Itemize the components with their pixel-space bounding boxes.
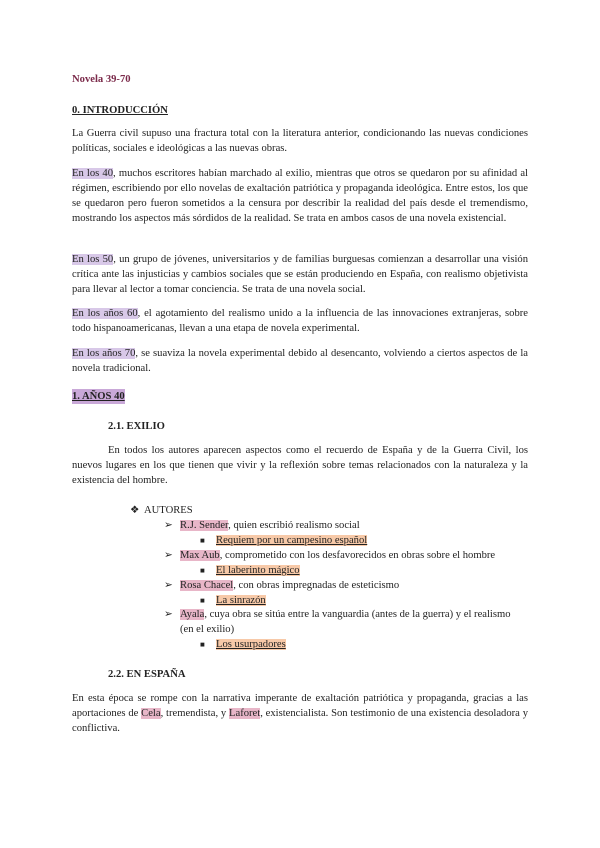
square-bullet-icon: ■ (200, 536, 205, 545)
intro-40s-text: , muchos escritores habían marchado al exilio, mientras que otros se quedaron por su afinidad al régimen, escribiendo por ello novelas de exaltación patriótica y propaganda ideológica. Entre estos, los que se quedaron pero fueron sometidos a la censura por describir la realidad del país desde el tremendismo, mostrando los aspectos más sórdidos de la realidad. Se trata en ambos casos de una novela existencial. (72, 168, 528, 224)
autores-list-header (130, 503, 193, 518)
work-item-requiem (200, 533, 367, 548)
author-item-aub (164, 548, 495, 563)
work-title: Requiem por un campesino español (216, 535, 368, 546)
intro-paragraph-70s (72, 346, 528, 376)
work-title: El laberinto mágico (216, 565, 300, 576)
arrow-bullet-icon: ➢ (164, 580, 173, 591)
work-title: Los usurpadores (216, 639, 286, 650)
author-name: R.J. Sender (180, 520, 229, 531)
highlight-50s: En los 50 (72, 254, 114, 265)
document-title: Novela 39-70 (72, 74, 131, 85)
highlight-70s: En los años 70 (72, 348, 136, 359)
author-desc: , cuya obra se sitúa entre la vanguardia (antes de la guerra) y el realismo (204, 609, 511, 620)
author-desc: , quien escribió realismo social (228, 520, 360, 531)
intro-60s-text: , el agotamiento del realismo unido a la influencia de las innovaciones extranjeras, sobre todo hispanoamericanas, llevan a una etapa de novela experimental. (72, 308, 528, 334)
heading-en-espana: 2.2. EN ESPAÑA (108, 669, 186, 680)
highlight-60s: En los años 60 (72, 308, 138, 319)
author-name: Rosa Chacel (180, 580, 234, 591)
author-name: Ayala (180, 609, 205, 620)
heading-exilio: 2.1. EXILIO (108, 421, 165, 432)
author-desc: , comprometido con los desfavorecidos en obras sobre el hombre (219, 550, 496, 561)
intro-70s-text: , se suaviza la novela experimental debido al desencanto, volviendo a ciertos aspectos de la novela tradicional. (72, 348, 528, 374)
author-name: Max Aub (180, 550, 220, 561)
espana-text-b: , tremendista, y (160, 708, 230, 719)
exilio-paragraph: En todos los autores aparecen aspectos como el recuerdo de España y de la Guerra Civil, los nuevos lugares en los que tienen que vivir y la reflexión sobre temas relacionados con la naturaleza y la existencia del hombre. (72, 445, 528, 486)
work-item-usurpadores (200, 637, 286, 652)
author-desc: , con obras impregnadas de esteticismo (233, 580, 400, 591)
author-item-sender (164, 518, 360, 533)
espana-paragraph (72, 691, 528, 736)
espana-text-c: , existencialista. Son testimonio de una existencia desoladora y conflictiva. (72, 708, 528, 734)
heading-anos-40: 1. AÑOS 40 (72, 391, 125, 402)
heading-introduccion: 0. INTRODUCCIÓN (72, 105, 168, 116)
diamond-bullet-icon: ❖ (130, 505, 140, 516)
author-name-laforet: Laforet (229, 708, 261, 719)
author-item-chacel (164, 578, 399, 593)
author-item-ayala (164, 607, 511, 622)
intro-paragraph-40s (72, 166, 528, 226)
work-item-sinrazon (200, 593, 266, 608)
square-bullet-icon: ■ (200, 566, 205, 575)
espana-text-a: En esta época se rompe con la narrativa imperante de exaltación patriótica y propaganda, gracias a las aportaciones de (72, 693, 528, 719)
autores-label: AUTORES (144, 505, 193, 516)
arrow-bullet-icon: ➢ (164, 550, 173, 561)
highlight-40s: En los 40 (72, 168, 114, 179)
square-bullet-icon: ■ (200, 640, 205, 649)
work-title: La sinrazón (216, 595, 266, 606)
intro-50s-text: , un grupo de jóvenes, universitarios y de familias burguesas comienzan a desarrollar una visión crítica ante las injusticias y cambios sociales que se están produciendo en España, con realismo objetivista para llevar al lector a tomar conciencia. Se trata de una novela social. (72, 254, 529, 295)
arrow-bullet-icon: ➢ (164, 520, 173, 531)
square-bullet-icon: ■ (200, 596, 205, 605)
intro-paragraph-1: La Guerra civil supuso una fractura total con la literatura anterior, condicionando las nuevas condiciones políticas, sociales e ideológicas a las nuevas obras. (72, 128, 528, 154)
arrow-bullet-icon: ➢ (164, 609, 173, 620)
work-item-laberinto (200, 563, 300, 578)
intro-paragraph-50s (72, 252, 528, 297)
intro-paragraph-60s (72, 306, 528, 336)
author-desc-continued: (en el exilio) (180, 624, 235, 635)
author-name-cela: Cela (141, 708, 161, 719)
